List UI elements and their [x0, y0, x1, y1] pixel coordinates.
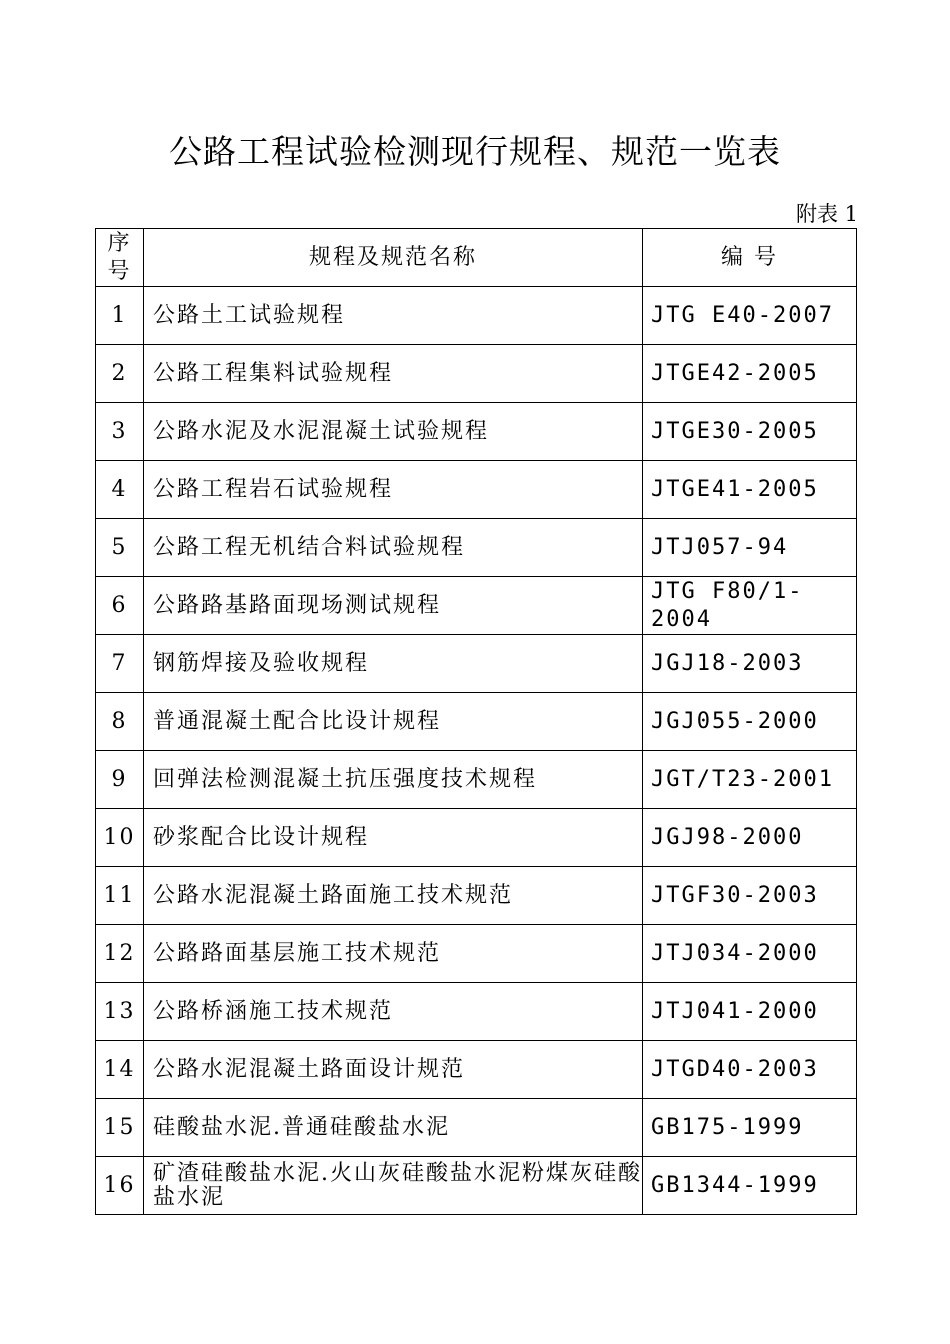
row-name: 公路工程集料试验规程 [144, 345, 643, 403]
row-code: JGJ18-2003 [643, 635, 857, 693]
row-no: 5 [96, 519, 144, 577]
row-no: 7 [96, 635, 144, 693]
row-name: 回弹法检测混凝土抗压强度技术规程 [144, 751, 643, 809]
table-row [96, 345, 857, 403]
table-row [96, 519, 857, 577]
row-code: JTG F80/1-2004 [643, 577, 857, 635]
appendix-label: 附表 1 [795, 202, 858, 226]
page-title: 公路工程试验检测现行规程、规范一览表 [169, 132, 781, 171]
table-row [96, 925, 857, 983]
table-row [96, 287, 857, 345]
row-code: JTGF30-2003 [643, 867, 857, 925]
row-no: 10 [96, 809, 144, 867]
row-name: 硅酸盐水泥.普通硅酸盐水泥 [144, 1099, 643, 1157]
row-no: 15 [96, 1099, 144, 1157]
standards-table [95, 228, 857, 1215]
row-name: 公路水泥混凝土路面施工技术规范 [144, 867, 643, 925]
row-name: 矿渣硅酸盐水泥.火山灰硅酸盐水泥粉煤灰硅酸盐水泥 [144, 1157, 643, 1215]
row-name: 钢筋焊接及验收规程 [144, 635, 643, 693]
row-code: JTJ057-94 [643, 519, 857, 577]
header-no: 序号 [96, 229, 144, 287]
row-code: JTGE42-2005 [643, 345, 857, 403]
row-no: 1 [96, 287, 144, 345]
table-row [96, 1157, 857, 1215]
row-no: 13 [96, 983, 144, 1041]
row-code: JTGD40-2003 [643, 1041, 857, 1099]
row-no: 4 [96, 461, 144, 519]
row-name: 公路土工试验规程 [144, 287, 643, 345]
table-row [96, 403, 857, 461]
table-row [96, 1041, 857, 1099]
table-row [96, 461, 857, 519]
row-name: 公路桥涵施工技术规范 [144, 983, 643, 1041]
row-code: JTJ034-2000 [643, 925, 857, 983]
row-code: JTGE41-2005 [643, 461, 857, 519]
row-no: 6 [96, 577, 144, 635]
table-row [96, 693, 857, 751]
row-code: JTG E40-2007 [643, 287, 857, 345]
header-name: 规程及规范名称 [144, 229, 643, 287]
table-row [96, 809, 857, 867]
row-no: 8 [96, 693, 144, 751]
row-name: 公路水泥及水泥混凝土试验规程 [144, 403, 643, 461]
row-no: 14 [96, 1041, 144, 1099]
header-code: 编 号 [643, 229, 857, 287]
table-row [96, 983, 857, 1041]
row-code: JTJ041-2000 [643, 983, 857, 1041]
row-no: 12 [96, 925, 144, 983]
row-no: 9 [96, 751, 144, 809]
row-no: 11 [96, 867, 144, 925]
table-row [96, 751, 857, 809]
row-name: 公路工程岩石试验规程 [144, 461, 643, 519]
row-code: JGT/T23-2001 [643, 751, 857, 809]
table-row [96, 577, 857, 635]
row-code: JGJ055-2000 [643, 693, 857, 751]
table-header-row [96, 229, 857, 287]
row-no: 3 [96, 403, 144, 461]
row-name: 公路路基路面现场测试规程 [144, 577, 643, 635]
row-name: 公路路面基层施工技术规范 [144, 925, 643, 983]
row-code: JGJ98-2000 [643, 809, 857, 867]
row-code: GB175-1999 [643, 1099, 857, 1157]
row-name: 砂浆配合比设计规程 [144, 809, 643, 867]
table-row [96, 635, 857, 693]
table-row [96, 867, 857, 925]
row-name: 普通混凝土配合比设计规程 [144, 693, 643, 751]
table-row [96, 1099, 857, 1157]
row-name: 公路水泥混凝土路面设计规范 [144, 1041, 643, 1099]
row-no: 16 [96, 1157, 144, 1215]
row-code: GB1344-1999 [643, 1157, 857, 1215]
row-code: JTGE30-2005 [643, 403, 857, 461]
row-no: 2 [96, 345, 144, 403]
row-name: 公路工程无机结合料试验规程 [144, 519, 643, 577]
